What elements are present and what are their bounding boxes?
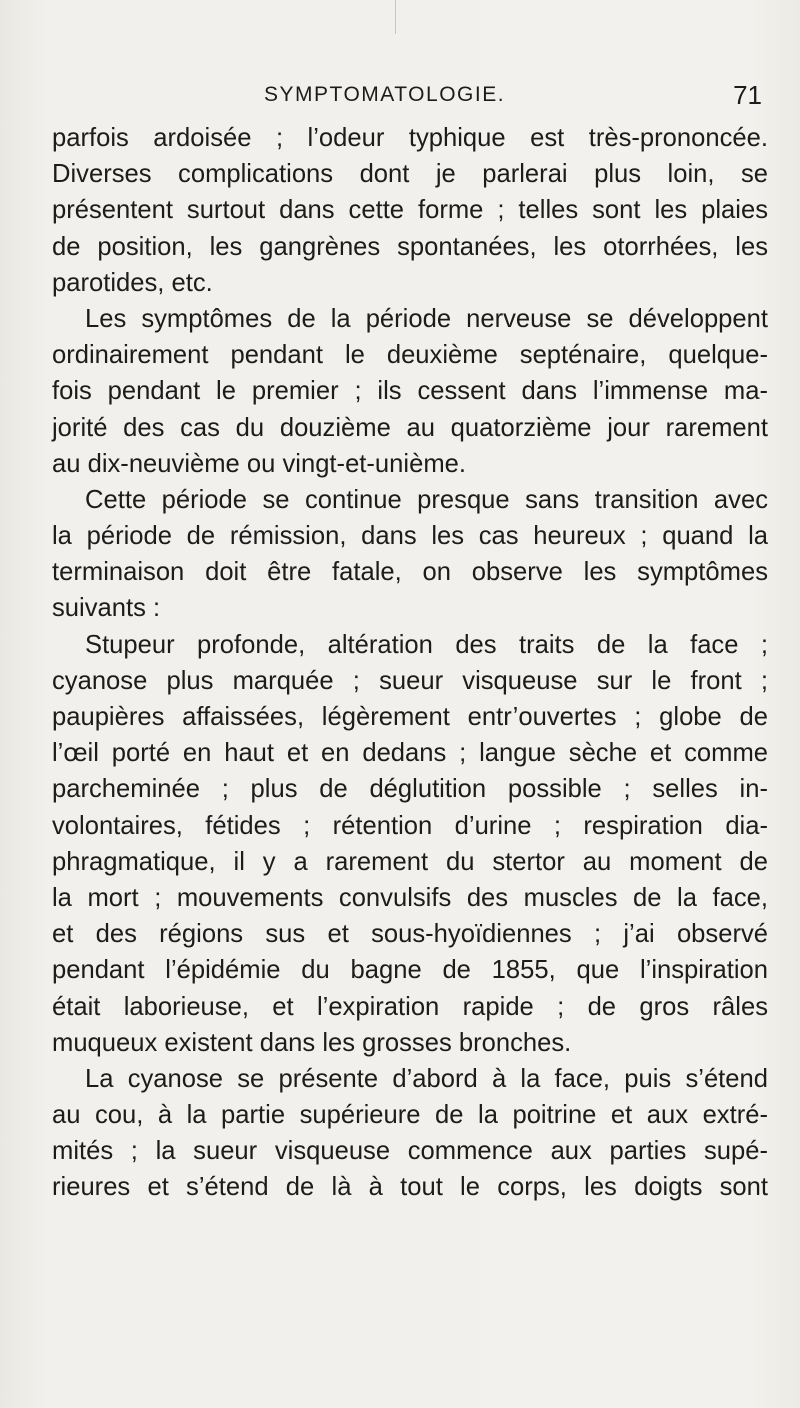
text-line: l’œil porté en haut et en dedans ; langue sèche et comme — [52, 739, 768, 768]
text-line: Cette période se continue presque sans transition avec — [85, 485, 768, 514]
body-text — [52, 120, 768, 1206]
text-line: La cyanose se présente d’abord à la face, puis s’étend — [85, 1064, 768, 1093]
text-line: volontaires, fétides ; rétention d’urine ; respiration dia- — [52, 811, 768, 840]
text-line: fois pendant le premier ; ils cessent dans l’immense ma- — [52, 377, 768, 406]
text-line: pendant l’épidémie du bagne de 1855, que l’inspiration — [52, 956, 768, 985]
text-line: parotides, etc. — [52, 268, 213, 297]
text-line: la période de rémission, dans les cas heureux ; quand la — [52, 522, 768, 551]
running-title: SYMPTOMATOLOGIE. — [264, 83, 506, 106]
text-line: ordinairement pendant le deuxième septénaire, quelque- — [52, 341, 768, 370]
text-line: terminaison doit être fatale, on observe les symptômes — [52, 558, 768, 587]
scan-mark — [395, 0, 396, 34]
running-header — [40, 78, 768, 112]
text-line: Diverses complications dont je parlerai plus loin, se — [52, 160, 768, 189]
text-line: de position, les gangrènes spontanées, les otorrhées, les — [52, 232, 768, 261]
text-line: était laborieuse, et l’expiration rapide ; de gros râles — [52, 992, 768, 1021]
text-line: Les symptômes de la période nerveuse se développent — [85, 304, 768, 333]
text-line: jorité des cas du douzième au quatorzième jour rarement — [52, 413, 768, 442]
text-line: phragmatique, il y a rarement du stertor au moment de — [52, 847, 768, 876]
text-line: parcheminée ; plus de déglutition possible ; selles in- — [52, 775, 768, 804]
text-line: paupières affaissées, légèrement entr’ouvertes ; globe de — [52, 703, 768, 731]
text-line: rieures et s’étend de là à tout le corps, les doigts sont — [52, 1173, 768, 1202]
text-line: la mort ; mouvements convulsifs des muscles de la face, — [52, 883, 768, 912]
text-line: suivants : — [52, 594, 161, 623]
page-number: 71 — [733, 80, 762, 110]
text-line: muqueux existent dans les grosses bronches. — [52, 1028, 572, 1057]
text-line: mités ; la sueur visqueuse commence aux parties supé- — [52, 1137, 768, 1166]
text-line: et des régions sus et sous-hyoïdiennes ; j’ai observé — [52, 920, 768, 949]
text-line: présentent surtout dans cette forme ; telles sont les plaies — [52, 196, 768, 225]
text-line: au cou, à la partie supérieure de la poitrine et aux extré- — [52, 1101, 768, 1130]
text-line: parfois ardoisée ; l’odeur typhique est très-prononcée. — [52, 124, 768, 152]
text-line: Stupeur profonde, altération des traits de la face ; — [85, 630, 768, 659]
text-line: au dix-neuvième ou vingt-et-unième. — [52, 449, 466, 478]
text-line: cyanose plus marquée ; sueur visqueuse sur le front ; — [52, 666, 768, 695]
